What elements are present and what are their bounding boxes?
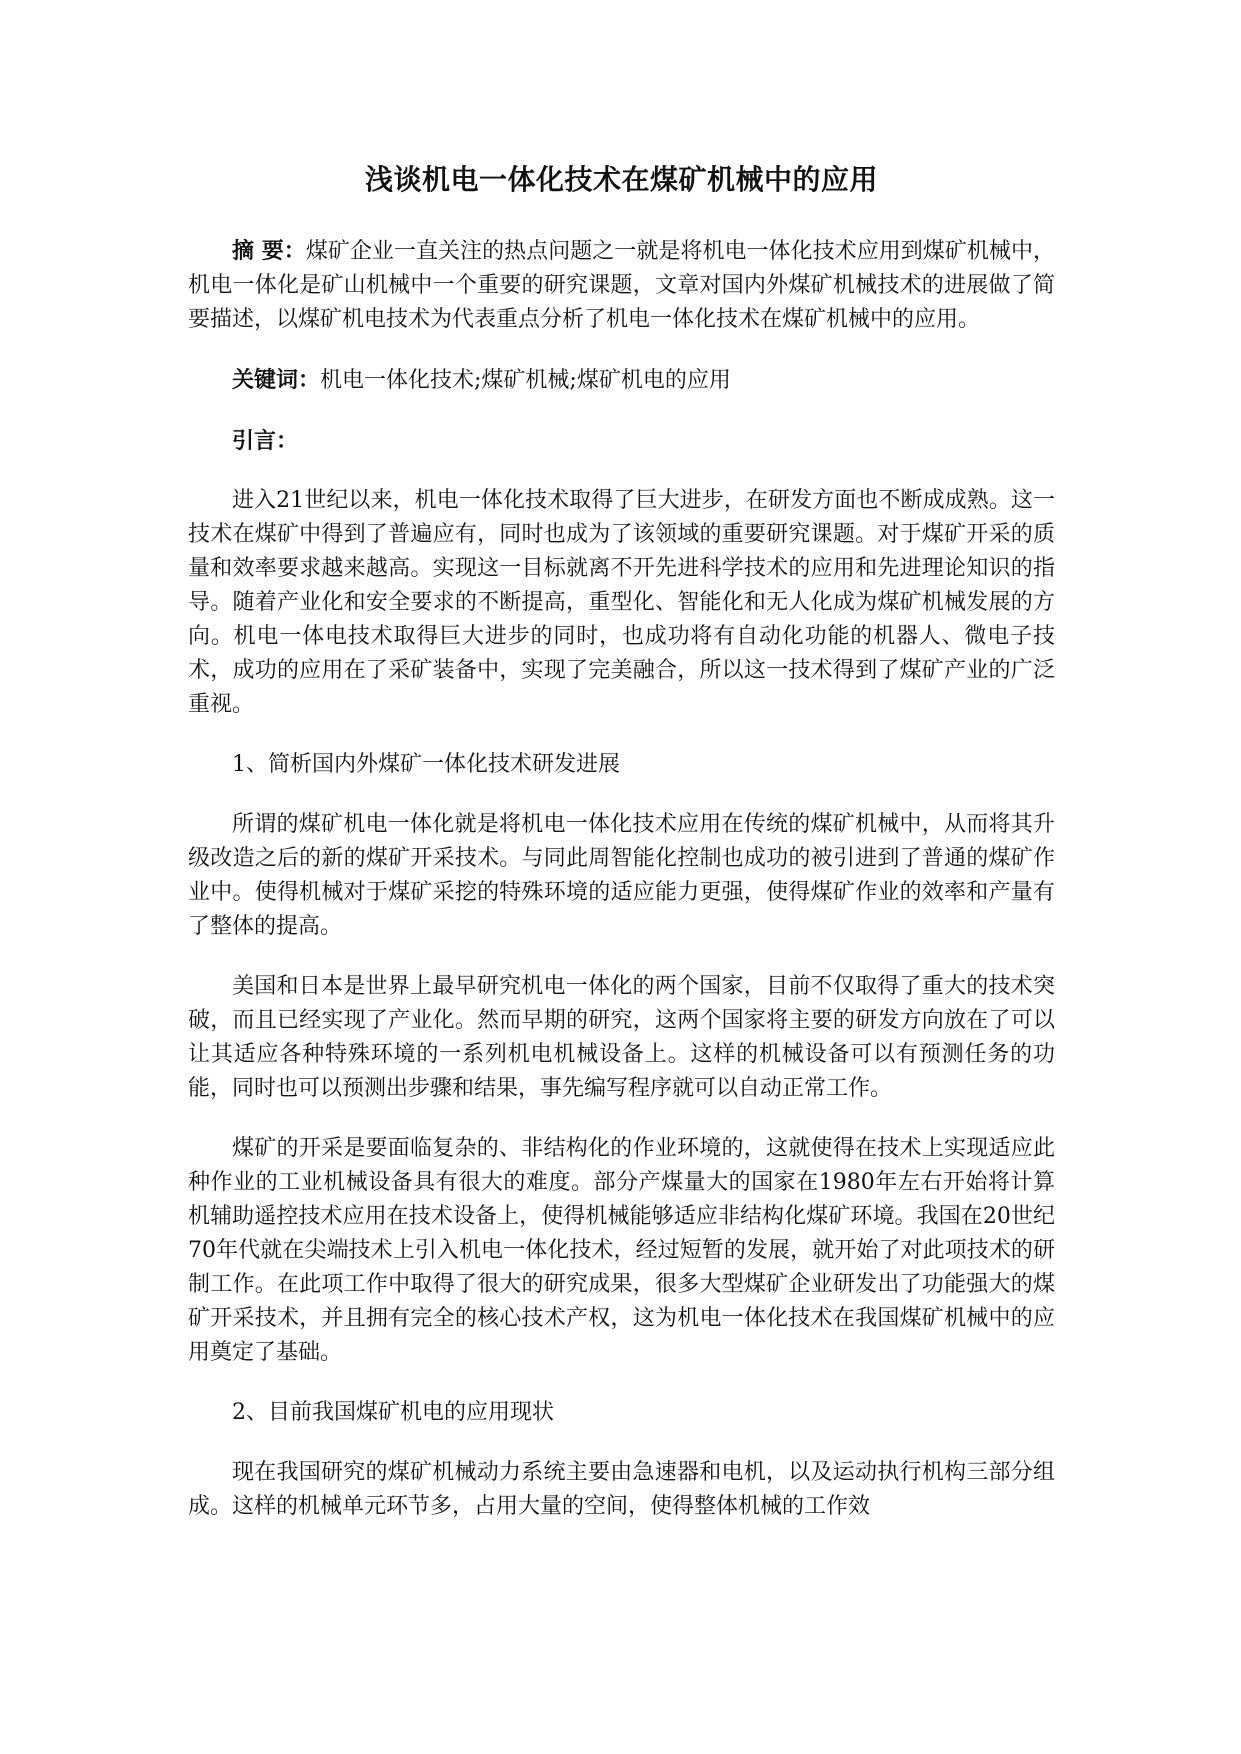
section2-heading: 2、目前我国煤矿机电的应用现状: [232, 1400, 554, 1425]
abstract-label: 摘 要：: [232, 238, 306, 264]
section1-heading: 1、简析国内外煤矿一体化技术研发进展: [232, 752, 620, 777]
section1-paragraph-3: 煤矿的开采是要面临复杂的、非结构化的作业环境的，这就使得在技术上实现适应此种作业的工业机械设备具有很大的难度。部分产煤量大的国家在1980年左右开始将计算机辅助遥控技术应用在技术设备上，使得机械能够适应非结构化煤矿环境。我国在20世纪70年代就在尖端技术上引入机电一体化技术，经过短暂的发展，就开始了对此项技术的研制工作。在此项工作中取得了很大的研究成果，很多大型煤矿企业研发出了功能强大的煤矿开采技术，并且拥有完全的核心技术产权，这为机电一体化技术在我国煤矿机械中的应用奠定了基础。: [188, 1136, 1055, 1365]
keywords-label: 关键词：: [232, 367, 321, 393]
document-title: 浅谈机电一体化技术在煤矿机械中的应用: [364, 163, 878, 196]
keywords-paragraph: [188, 363, 1055, 398]
abstract-text: 煤矿企业一直关注的热点问题之一就是将机电一体化技术应用到煤矿机械中，机电一体化是矿山机械中一个重要的研究课题，文章对国内外煤矿机械技术的进展做了简要描述，以煤矿机电技术为代表重点分析了机电一体化技术在煤矿机械中的应用。: [188, 239, 1055, 332]
section1-paragraph-1: 所谓的煤矿机电一体化就是将机电一体化技术应用在传统的煤矿机械中，从而将其升级改造之后的新的煤矿开采技术。与同此周智能化控制也成功的被引进到了普通的煤矿作业中。使得机械对于煤矿采挖的特殊环境的适应能力更强，使得煤矿作业的效率和产量有了整体的提高。: [188, 812, 1055, 939]
intro-heading: 引言：: [232, 428, 299, 454]
intro-paragraph: 进入21世纪以来，机电一体化技术取得了巨大进步，在研发方面也不断成成熟。这一技术在煤矿中得到了普遍应有，同时也成为了该领域的重要研究课题。对于煤矿开采的质量和效率要求越来越高。实现这一目标就离不开先进科学技术的应用和先进理论知识的指导。随着产业化和安全要求的不断提高，重型化、智能化和无人化成为煤矿机械发展的方向。机电一体电技术取得巨大进步的同时，也成功将有自动化功能的机器人、微电子技术，成功的应用在了采矿装备中，实现了完美融合，所以这一技术得到了煤矿产业的广泛重视。: [188, 488, 1055, 717]
keywords-text: 机电一体化技术;煤矿机械;煤矿机电的应用: [320, 368, 731, 393]
abstract-paragraph: [188, 234, 1055, 337]
section1-paragraph-2: 美国和日本是世界上最早研究机电一体化的两个国家，目前不仅取得了重大的技术突破，而且已经实现了产业化。然而早期的研究，这两个国家将主要的研发方向放在了可以让其适应各种特殊环境的一系列机电机械设备上。这样的机械设备可以有预测任务的功能，同时也可以预测出步骤和结果，事先编写程序就可以自动正常工作。: [188, 974, 1055, 1101]
section2-paragraph-1: 现在我国研究的煤矿机械动力系统主要由急速器和电机，以及运动执行机构三部分组成。这样的机械单元环节多，占用大量的空间，使得整体机械的工作效: [188, 1460, 1055, 1519]
